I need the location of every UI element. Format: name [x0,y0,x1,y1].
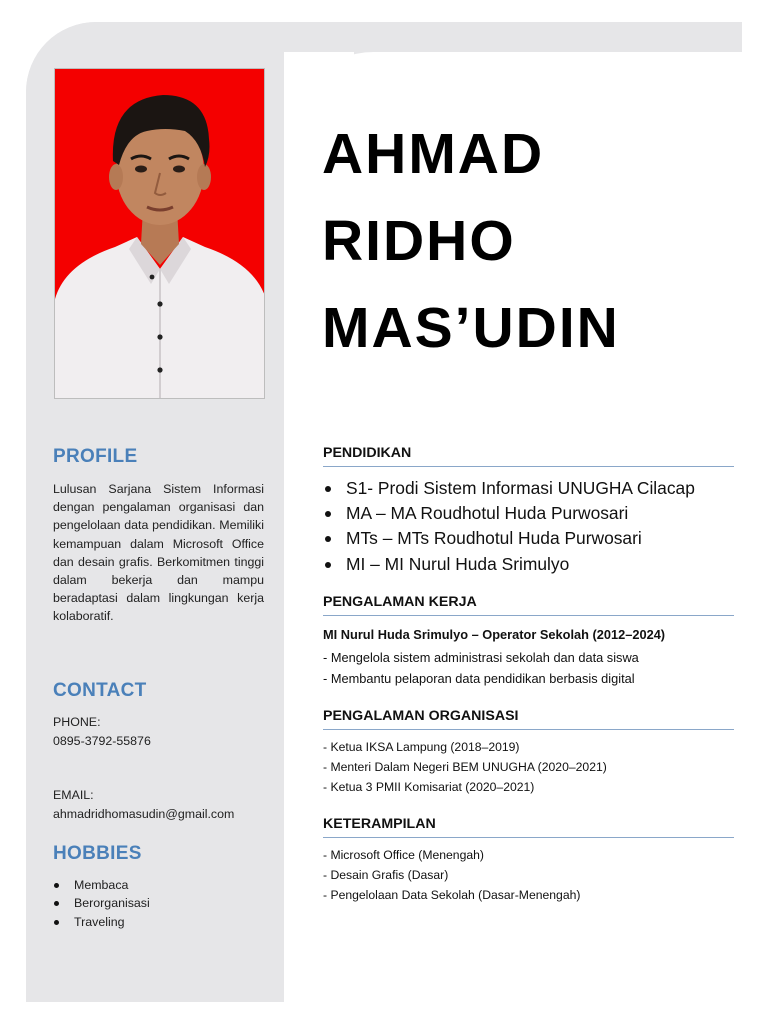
list-item: - Microsoft Office (Menengah) [323,848,484,862]
list-item: S1- Prodi Sistem Informasi UNUGHA Cilacap [323,476,695,501]
list-item: Traveling [53,913,150,931]
organization-title: PENGALAMAN ORGANISASI [323,708,734,730]
list-item: - Ketua 3 PMII Komisariat (2020–2021) [323,780,535,794]
hobbies-list [53,876,150,931]
phone-label: PHONE: [53,715,101,729]
list-item: - Membantu pelaporan data pendidikan berbasis digital [323,671,635,686]
list-item: - Pengelolaan Data Sekolah (Dasar-Menengah) [323,888,581,902]
name-middle: RIDHO [322,209,516,273]
work-title: PENGALAMAN KERJA [323,594,734,616]
list-item: - Menteri Dalam Negeri BEM UNUGHA (2020–2021) [323,760,607,774]
list-item: Berorganisasi [53,894,150,912]
name-last: MAS’UDIN [322,296,620,360]
profile-photo [54,68,265,399]
list-item: MTs – MTs Roudhotul Huda Purwosari [323,526,695,551]
list-item: - Desain Grafis (Dasar) [323,868,449,882]
list-item: - Mengelola sistem administrasi sekolah dan data siswa [323,650,639,665]
list-item: - Ketua IKSA Lampung (2018–2019) [323,740,520,754]
name-first: AHMAD [322,122,545,186]
contact-heading: CONTACT [53,680,147,701]
email-label: EMAIL: [53,788,94,802]
skills-title: KETERAMPILAN [323,816,734,838]
list-item: MA – MA Roudhotul Huda Purwosari [323,501,695,526]
education-list [323,476,695,577]
email-address: ahmadridhomasudin@gmail.com [53,807,235,821]
job-title: MI Nurul Huda Srimulyo – Operator Sekolah (2012–2024) [323,627,666,642]
profile-heading: PROFILE [53,446,138,467]
education-title: PENDIDIKAN [323,445,734,467]
list-item: Membaca [53,876,150,894]
list-item: MI – MI Nurul Huda Srimulyo [323,552,695,577]
phone-number: 0895-3792-55876 [53,734,151,748]
hobbies-heading: HOBBIES [53,843,142,864]
profile-summary: Lulusan Sarjana Sistem Informasi dengan pengalaman organisasi dan pengelolaan data pendidikan. Memiliki kemampuan dalam Microsoft Office dan desain grafis. Berkomitmen tinggi dalam bekerja dan mampu beradaptasi dalam lingkungan kerja kolaboratif. [53,482,264,624]
